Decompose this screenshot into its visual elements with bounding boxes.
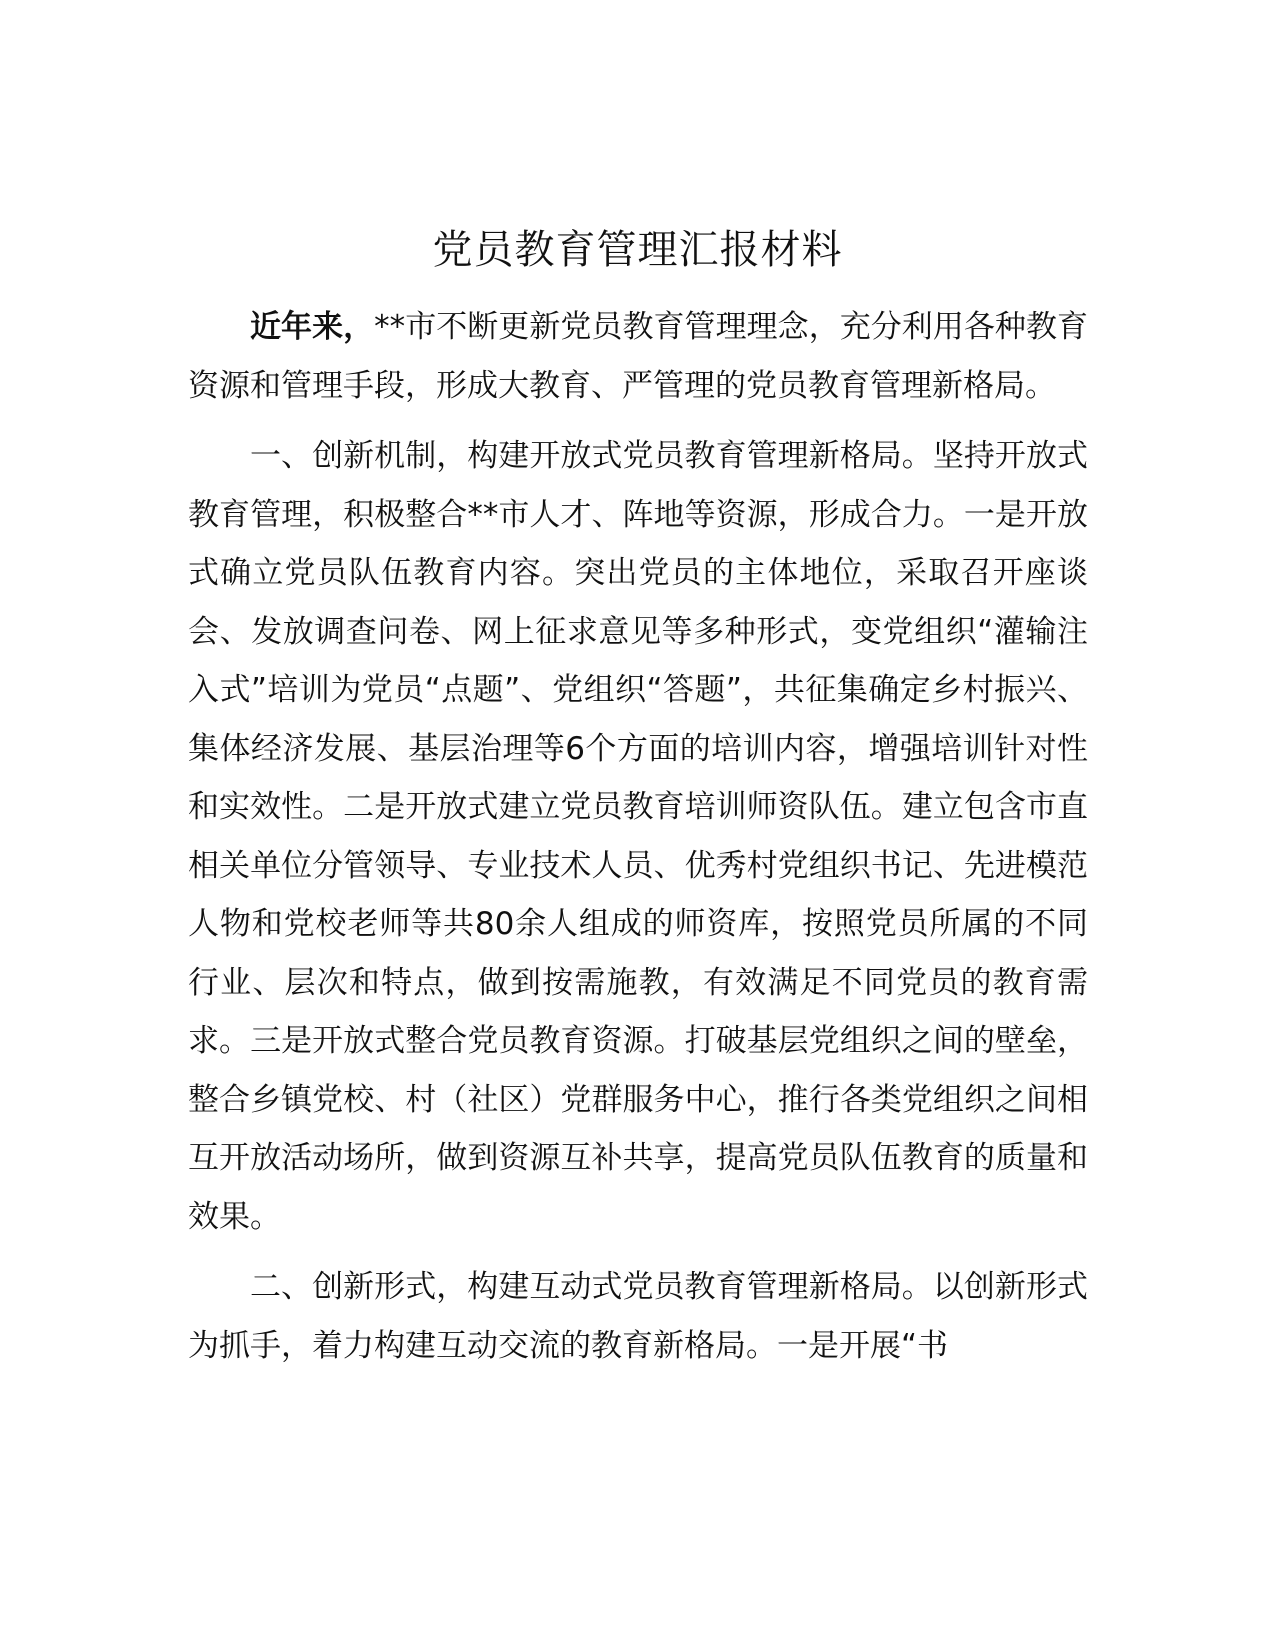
paragraph-lead: 近年来， bbox=[250, 309, 375, 345]
paragraph-text: 一、创新机制，构建开放式党员教育管理新格局。坚持开放式教育管理，积极整合**市人才、阵地等资源，形成合力。一是开放式确立党员队伍教育内容。突出党员的主体地位，采取召开座谈会、发放调查问卷、网上征求意见等多种形式，变党组织“灌输注入式”培训为党员“点题”、党组织“答题”，共征集确定乡村振兴、集体经济发展、基层治理等6个方面的培训内容，增强培训针对性和实效性。二是开放式建立党员教育培训师资队伍。建立包含市直相关单位分管领导、专业技术人员、优秀村党组织书记、先进模范人物和党校老师等共80余人组成的师资库，按照党员所属的不同行业、层次和特点，做到按需施教，有效满足不同党员的教育需求。三是开放式整合党员教育资源。打破基层党组织之间的壁垒，整合乡镇党校、村（社区）党群服务中心，推行各类党组织之间相互开放活动场所，做到资源互补共享，提高党员队伍教育的质量和效果。 bbox=[188, 438, 1088, 1235]
paragraph-text: 二、创新形式，构建互动式党员教育管理新格局。以创新形式为抓手，着力构建互动交流的教育新格局。一是开展“书 bbox=[188, 1269, 1088, 1364]
document-title: 党员教育管理汇报材料 bbox=[432, 227, 843, 273]
paragraph-section-one bbox=[188, 427, 1088, 1246]
paragraph-section-two bbox=[188, 1258, 1088, 1375]
paragraph-intro bbox=[188, 298, 1088, 415]
document-body bbox=[188, 298, 1088, 1375]
paragraph-text: **市不断更新党员教育管理理念，充分利用各种教育资源和管理手段，形成大教育、严管理的党员教育管理新格局。 bbox=[188, 309, 1089, 404]
